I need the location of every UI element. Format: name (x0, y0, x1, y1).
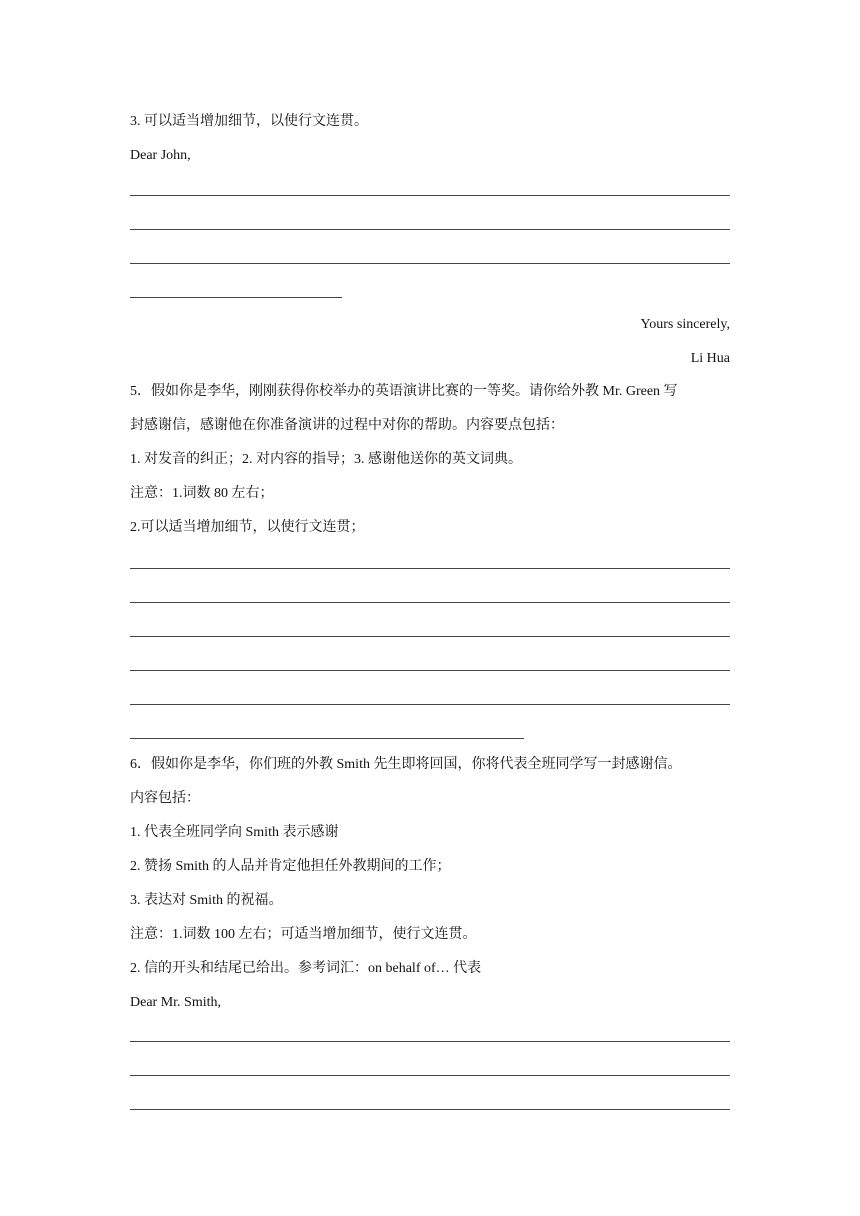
q6-note-2: 2. 信的开头和结尾已给出。参考词汇：on behalf of… 代表 (130, 961, 482, 976)
letter-signature: Li Hua (690, 351, 730, 366)
writing-line (130, 229, 730, 230)
q6-point-1: 1. 代表全班同学向 Smith 表示感谢 (130, 825, 339, 840)
writing-line (130, 1075, 730, 1076)
note-item-3: 3. 可以适当增加细节，以使行文连贯。 (130, 114, 368, 129)
q5-points: 1. 对发音的纠正；2. 对内容的指导；3. 感谢他送你的英文词典。 (130, 452, 522, 467)
writing-line (130, 195, 730, 196)
q6-point-3: 3. 表达对 Smith 的祝福。 (130, 893, 283, 908)
writing-line (130, 636, 730, 637)
writing-line (130, 670, 730, 671)
letter-greeting-john: Dear John, (130, 148, 191, 163)
writing-line (130, 263, 730, 264)
q6-point-2: 2. 赞扬 Smith 的人品并肯定他担任外教期间的工作； (130, 859, 451, 874)
writing-line (130, 704, 730, 705)
writing-line-short (130, 738, 524, 739)
writing-line (130, 1109, 730, 1110)
writing-line-short (130, 297, 342, 298)
writing-line (130, 568, 730, 569)
q5-prompt-line-2: 封感谢信，感谢他在你准备演讲的过程中对你的帮助。内容要点包括： (130, 418, 564, 433)
q5-prompt-line-1: 5．假如你是李华，刚刚获得你校举办的英语演讲比赛的一等奖。请你给外教 Mr. Green 写 (130, 384, 678, 399)
q6-prompt-line-1: 6．假如你是李华，你们班的外教 Smith 先生即将回国，你将代表全班同学写一封感谢信。 (130, 757, 682, 772)
letter-closing: Yours sincerely, (640, 317, 730, 332)
writing-line (130, 602, 730, 603)
q6-content-label: 内容包括： (130, 791, 200, 806)
q5-note-1: 注意：1.词数 80 左右； (130, 486, 274, 501)
q6-note-1: 注意：1.词数 100 左右；可适当增加细节，使行文连贯。 (130, 927, 477, 942)
q5-note-2: 2.可以适当增加细节，以使行文连贯； (130, 520, 365, 535)
letter-greeting-smith: Dear Mr. Smith, (130, 995, 221, 1010)
writing-line (130, 1041, 730, 1042)
